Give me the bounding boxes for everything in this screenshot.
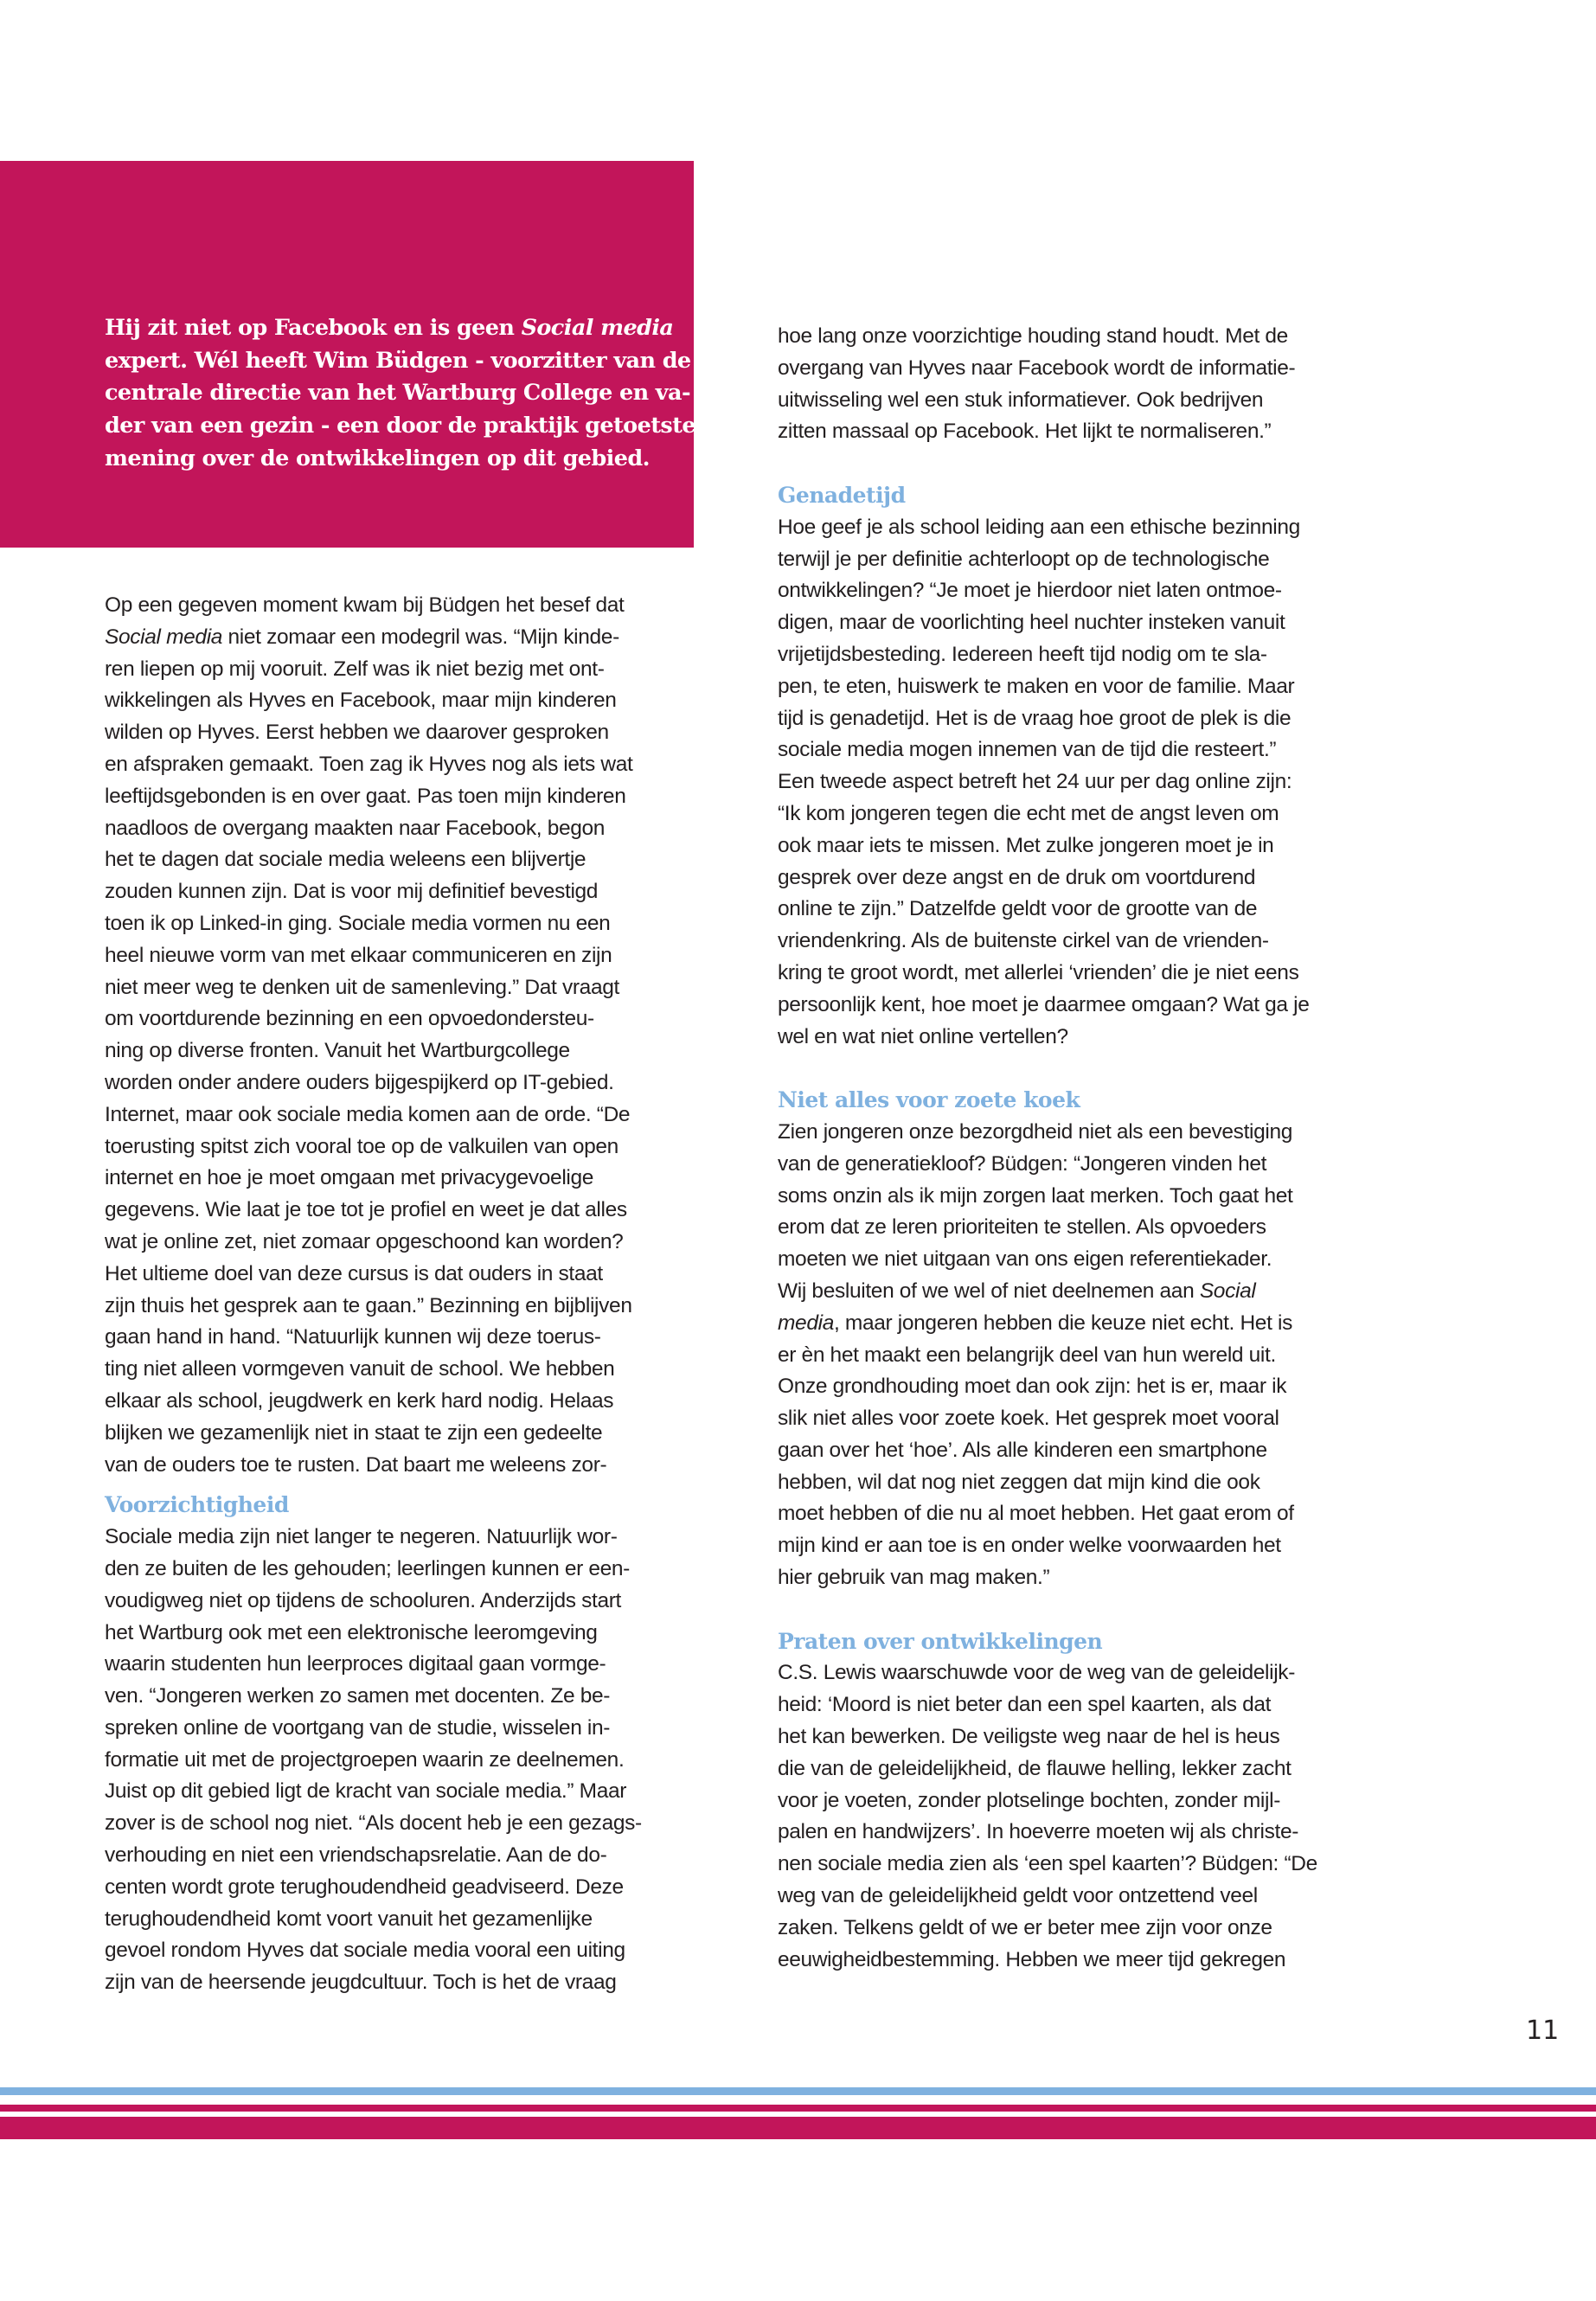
text-line: hoe lang onze voorzichtige houding stand houdt. Met de	[778, 324, 1288, 348]
text-line: heid: ‘Moord is niet beter dan een spel kaarten, als dat	[778, 1693, 1272, 1717]
paragraph-continuation	[778, 321, 1375, 448]
text-line: ontwikkelingen? “Je moet je hierdoor niet laten ontmoe-	[778, 579, 1282, 603]
text-line: kring te groot wordt, met allerlei ‘vrienden’ die je niet eens	[778, 960, 1299, 984]
text-fragment: , maar jongeren hebben die keuze niet echt. Het is	[833, 1311, 1292, 1335]
text-fragment: niet zomaar een modegril was. “Mijn kinde-	[222, 625, 619, 649]
text-line: zijn van de heersende jeugdcultuur. Toch is het de vraag	[105, 1971, 617, 1995]
text-line: weg van de geleidelijkheid geldt voor ontzettend veel	[778, 1884, 1258, 1908]
text-line: uitwisseling wel een stuk informatiever. Ook bedrijven	[778, 388, 1264, 412]
text-line: verhouding en niet een vriendschapsrelatie. Aan de do-	[105, 1843, 607, 1868]
text-line: mijn kind er aan toe is en onder welke voorwaarden het	[778, 1534, 1281, 1558]
text-line: gevoel rondom Hyves dat sociale media vooral een uiting	[105, 1939, 625, 1963]
text-line: Op een gegeven moment kwam bij Büdgen het besef dat	[105, 593, 625, 617]
text-line: Sociale media zijn niet langer te negeren. Natuurlijk wor-	[105, 1525, 618, 1549]
text-line: Het ultieme doel van deze cursus is dat ouders in staat	[105, 1261, 603, 1285]
text-fragment: Wij besluiten of we wel of niet deelnemen aan	[778, 1279, 1200, 1303]
text-line: naadloos de overgang maakten naar Facebook, begon	[105, 816, 606, 840]
text-line: gaan over het ‘hoe’. Als alle kinderen een smartphone	[778, 1438, 1267, 1462]
text-line: zijn thuis het gesprek aan te gaan.” Bezinning en bijblijven	[105, 1293, 632, 1317]
text-line: spreken online de voortgang van de studie, wisselen in-	[105, 1715, 611, 1740]
text-line: wilden op Hyves. Eerst hebben we daarover gesproken	[105, 721, 609, 745]
text-line: tijd is genadetijd. Het is de vraag hoe groot de plek is die	[778, 706, 1292, 730]
text-line: vrijetijdsbesteding. Iedereen heeft tijd nodig om te sla-	[778, 642, 1267, 666]
section-heading-genadetijd: Genadetijd	[778, 482, 906, 508]
text-line: hebben, wil dat nog niet zeggen dat mijn kind die ook	[778, 1470, 1260, 1494]
footer-stripe-magenta-thin	[0, 2105, 1596, 2112]
text-line: van de generatiekloof? Büdgen: “Jongeren vinden het	[778, 1151, 1267, 1176]
text-line: het Wartburg ook met een elektronische leeromgeving	[105, 1620, 598, 1644]
text-line: palen en handwijzers’. In hoeverre moeten wij als christe-	[778, 1820, 1299, 1844]
text-line: voudigweg niet op tijdens de schooluren. Anderzijds start	[105, 1588, 622, 1612]
text-line: wikkelingen als Hyves en Facebook, maar mijn kinderen	[105, 689, 617, 713]
text-line: formatie uit met de projectgroepen waarin ze deelnemen.	[105, 1747, 625, 1772]
paragraph-genadetijd	[778, 512, 1375, 1054]
text-line: C.S. Lewis waarschuwde voor de weg van de geleidelijk-	[778, 1661, 1296, 1685]
text-line: den ze buiten de les gehouden; leerlingen kunnen er een-	[105, 1556, 630, 1580]
text-line: leeftijdsgebonden is en over gaat. Pas toen mijn kinderen	[105, 784, 626, 808]
footer-stripe-blue	[0, 2087, 1596, 2095]
text-line: toerusting spitst zich vooral toe op de valkuilen van open	[105, 1134, 619, 1158]
text-line: zouden kunnen zijn. Dat is voor mij definitief bevestigd	[105, 880, 599, 904]
text-line: van de ouders toe te rusten. Dat baart me weleens zor-	[105, 1452, 607, 1477]
text-line: nen sociale media zien als ‘een spel kaarten’? Büdgen: “De	[778, 1852, 1317, 1876]
text-line: elkaar als school, jeugdwerk en kerk hard nodig. Helaas	[105, 1388, 614, 1413]
text-line: erom dat ze leren prioriteiten te stellen. Als opvoeders	[778, 1215, 1266, 1240]
intro-lead-text	[105, 312, 693, 476]
intro-line: mening over de ontwikkelingen op dit gebied.	[105, 445, 650, 471]
text-line: die van de geleidelijkheid, de flauwe helling, lekker zacht	[778, 1756, 1292, 1780]
paragraph-praten	[778, 1657, 1375, 1976]
intro-emphasis: Social media	[521, 315, 674, 341]
text-line: internet en hoe je moet omgaan met privacygevoelige	[105, 1166, 594, 1190]
emphasis-text: Social media	[105, 625, 223, 649]
text-line: sociale media mogen innemen van de tijd die resteert.”	[778, 738, 1277, 762]
text-line	[105, 622, 702, 654]
section-heading-praten: Praten over ontwikkelingen	[778, 1628, 1103, 1654]
text-line: wel en wat niet online vertellen?	[778, 1024, 1068, 1048]
text-line: ven. “Jongeren werken zo samen met docenten. Ze be-	[105, 1684, 611, 1708]
intro-line-text: Hij zit niet op Facebook en is geen	[105, 315, 522, 341]
text-line: heel nieuwe vorm van met elkaar communiceren en zijn	[105, 943, 612, 967]
text-line: Zien jongeren onze bezorgdheid niet als een bevestiging	[778, 1119, 1293, 1144]
text-line: moet hebben of die nu al moet hebben. Het gaat erom of	[778, 1502, 1294, 1526]
text-line: blijken we gezamenlijk niet in staat te zijn een gedeelte	[105, 1420, 603, 1445]
text-line: gesprek over deze angst en de druk om voortdurend	[778, 865, 1256, 889]
paragraph-voorzichtigheid	[105, 1522, 702, 1999]
text-line: en afspraken gemaakt. Toen zag ik Hyves nog als iets wat	[105, 752, 633, 776]
text-line: pen, te eten, huiswerk te maken en voor de familie. Maar	[778, 674, 1295, 698]
left-column	[105, 590, 702, 1999]
intro-line: expert. Wél heeft Wim Büdgen - voorzitter van de	[105, 347, 691, 374]
text-line: waarin studenten hun leerproces digitaal gaan vormge-	[105, 1652, 606, 1676]
text-line	[778, 1308, 1375, 1340]
text-line: online te zijn.” Datzelfde geldt voor de grootte van de	[778, 897, 1258, 921]
text-line: toen ik op Linked-in ging. Sociale media vormen nu een	[105, 911, 611, 935]
text-line: Een tweede aspect betreft het 24 uur per dag online zijn:	[778, 770, 1292, 794]
text-line: ting niet alleen vormgeven vanuit de school. We hebben	[105, 1357, 615, 1381]
text-line: er èn het maakt een belangrijk deel van hun wereld uit.	[778, 1343, 1276, 1367]
text-line: Internet, maar ook sociale media komen aan de orde. “De	[105, 1102, 631, 1126]
emphasis-text: Social	[1199, 1279, 1256, 1303]
text-line: ren liepen op mij vooruit. Zelf was ik niet bezig met ont-	[105, 657, 605, 681]
text-line: centen wordt grote terughoudendheid geadviseerd. Deze	[105, 1875, 624, 1899]
text-line: wat je online zet, niet zomaar opgeschoond kan worden?	[105, 1229, 624, 1253]
text-line: “Ik kom jongeren tegen die echt met de angst leven om	[778, 801, 1279, 825]
intro-line	[105, 312, 693, 345]
text-line: Onze grondhouding moet dan ook zijn: het is er, maar ik	[778, 1375, 1287, 1399]
section-heading-voorzichtigheid: Voorzichtigheid	[105, 1492, 289, 1518]
intro-line: der van een gezin - een door de praktijk getoetste	[105, 413, 695, 439]
section-heading-zoete-koek: Niet alles voor zoete koek	[778, 1087, 1080, 1113]
text-line: Hoe geef je als school leiding aan een ethische bezinning	[778, 515, 1300, 539]
spacer	[778, 448, 1375, 480]
paragraph-zoete-koek	[778, 1117, 1375, 1594]
text-line: het te dagen dat sociale media weleens een blijvertje	[105, 848, 586, 872]
text-line: terughoudendheid komt voort vanuit het gezamenlijke	[105, 1907, 593, 1931]
text-line: voor je voeten, zonder plotselinge bochten, zonder mijl-	[778, 1788, 1280, 1812]
text-line: slik niet alles voor zoete koek. Het gesprek moet vooral	[778, 1407, 1279, 1431]
text-line: overgang van Hyves naar Facebook wordt de informatie-	[778, 356, 1296, 380]
text-line: worden onder andere ouders bijgespijkerd op IT-gebied.	[105, 1070, 614, 1094]
text-line: moeten we niet uitgaan van ons eigen referentiekader.	[778, 1247, 1272, 1272]
text-line: ook maar iets te missen. Met zulke jongeren moet je in	[778, 833, 1274, 857]
text-line: niet meer weg te denken uit de samenleving.” Dat vraagt	[105, 975, 619, 999]
text-line: om voortdurende bezinning en een opvoedondersteu-	[105, 1007, 594, 1031]
text-line: zitten massaal op Facebook. Het lijkt te normaliseren.”	[778, 420, 1272, 444]
text-line: terwijl je per definitie achterloopt op de technologische	[778, 547, 1270, 571]
text-line: zover is de school nog niet. “Als docent heb je een gezags-	[105, 1811, 642, 1836]
text-line: gaan hand in hand. “Natuurlijk kunnen wij deze toerus-	[105, 1325, 601, 1349]
text-line: gegevens. Wie laat je toe tot je profiel en weet je dat alles	[105, 1198, 627, 1222]
paragraph-opening	[105, 590, 702, 1481]
spacer	[778, 1594, 1375, 1626]
text-line: zaken. Telkens geldt of we er beter mee zijn voor onze	[778, 1915, 1272, 1939]
text-line: eeuwigheidbestemming. Hebben we meer tijd gekregen	[778, 1947, 1286, 1971]
text-line: Juist op dit gebied ligt de kracht van sociale media.” Maar	[105, 1779, 627, 1804]
text-line: hier gebruik van mag maken.”	[778, 1566, 1050, 1590]
text-line: vriendenkring. Als de buitenste cirkel van de vrienden-	[778, 929, 1269, 953]
text-line: het kan bewerken. De veiligste weg naar de hel is heus	[778, 1725, 1280, 1749]
intro-line: centrale directie van het Wartburg College en va-	[105, 380, 690, 407]
footer-stripe-magenta-thick	[0, 2117, 1596, 2139]
page-number: 11	[1526, 2016, 1560, 2046]
text-line	[778, 1276, 1375, 1308]
right-column	[778, 321, 1375, 1976]
text-line: persoonlijk kent, hoe moet je daarmee omgaan? Wat ga je	[778, 992, 1310, 1016]
spacer	[105, 1481, 702, 1490]
text-line: soms onzin als ik mijn zorgen laat merken. Toch gaat het	[778, 1183, 1293, 1208]
text-line: digen, maar de voorlichting heel nuchter insteken vanuit	[778, 611, 1285, 635]
spacer	[778, 1053, 1375, 1085]
text-line: ning op diverse fronten. Vanuit het Wartburgcollege	[105, 1039, 570, 1063]
emphasis-text: media	[778, 1311, 834, 1335]
